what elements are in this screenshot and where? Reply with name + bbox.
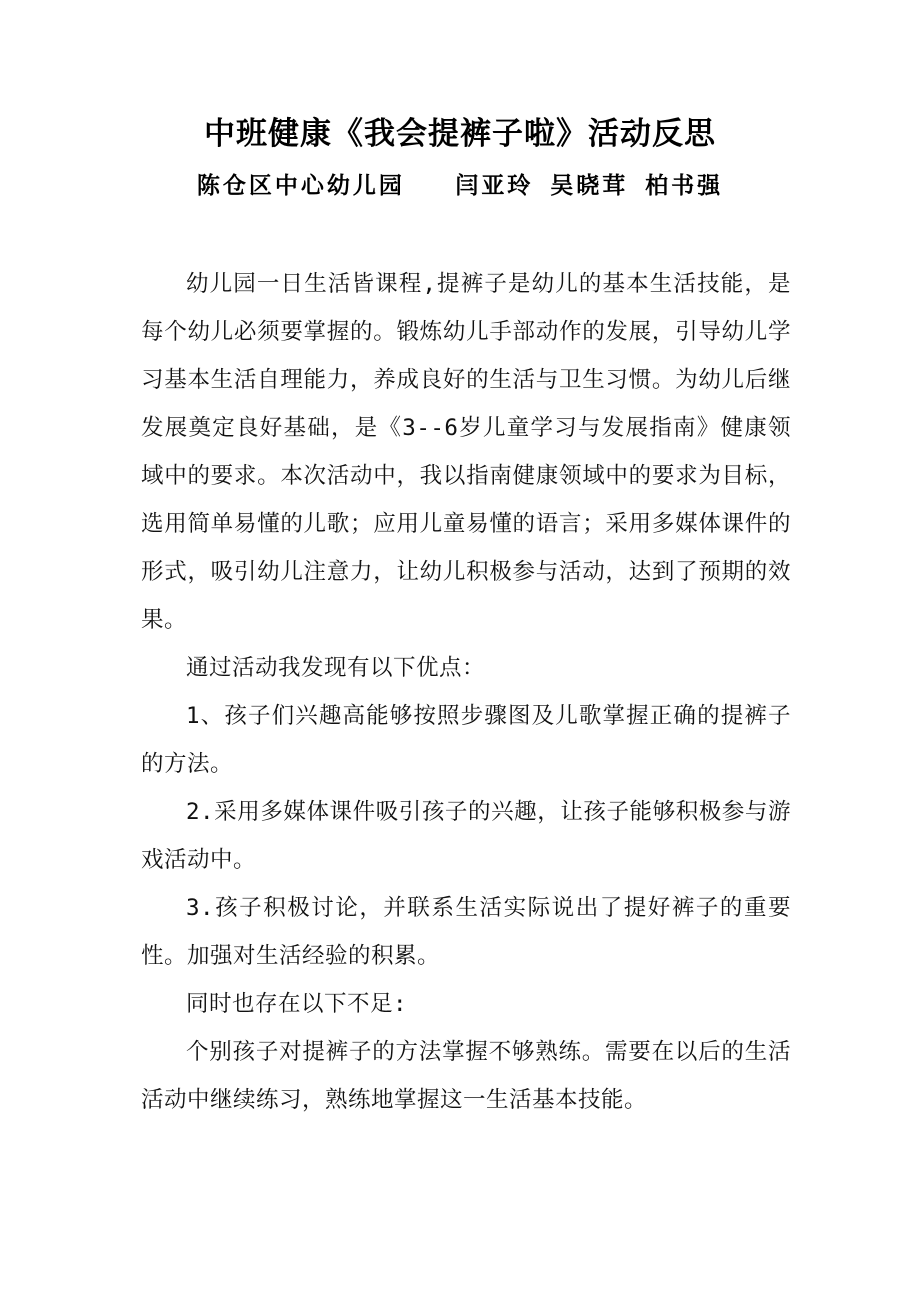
paragraph-weakness-heading: 同时也存在以下不足:: [186, 991, 408, 1017]
paragraph-strength-2: 2.采用多媒体课件吸引孩子的兴趣，让孩子能够积极参与游戏活动中。: [141, 799, 791, 873]
paragraph-intro: 幼儿园一日生活皆课程,提裤子是幼儿的基本生活技能，是每个幼儿必须要掌握的。锻炼幼儿手部动作的发展，引导幼儿学习基本生活自理能力，养成良好的生活与卫生习惯。为幼儿后继发展奠定良好基础，是《3--6岁儿童学习与发展指南》健康领域中的要求。本次活动中，我以指南健康领域中的要求为目标，选用简单易懂的儿歌；应用儿童易懂的语言；采用多媒体课件的形式，吸引幼儿注意力，让幼儿积极参与活动，达到了预期的效果。: [141, 271, 791, 633]
document-authors: 陈仓区中心幼儿园 闫亚玲 吴晓茸 柏书强: [196, 173, 724, 199]
document-body: [141, 260, 791, 1124]
paragraph-strength-3: 3.孩子积极讨论，并联系生活实际说出了提好裤子的重要性。加强对生活经验的积累。: [141, 895, 791, 969]
paragraph-strength-1: 1、孩子们兴趣高能够按照步骤图及儿歌掌握正确的提裤子的方法。: [141, 703, 791, 777]
paragraph-weakness: 个别孩子对提裤子的方法掌握不够熟练。需要在以后的生活活动中继续练习，熟练地掌握这一生活基本技能。: [141, 1039, 791, 1113]
paragraph-strengths-heading: 通过活动我发现有以下优点：: [186, 655, 486, 681]
document-title: 中班健康《我会提裤子啦》活动反思: [204, 116, 716, 152]
